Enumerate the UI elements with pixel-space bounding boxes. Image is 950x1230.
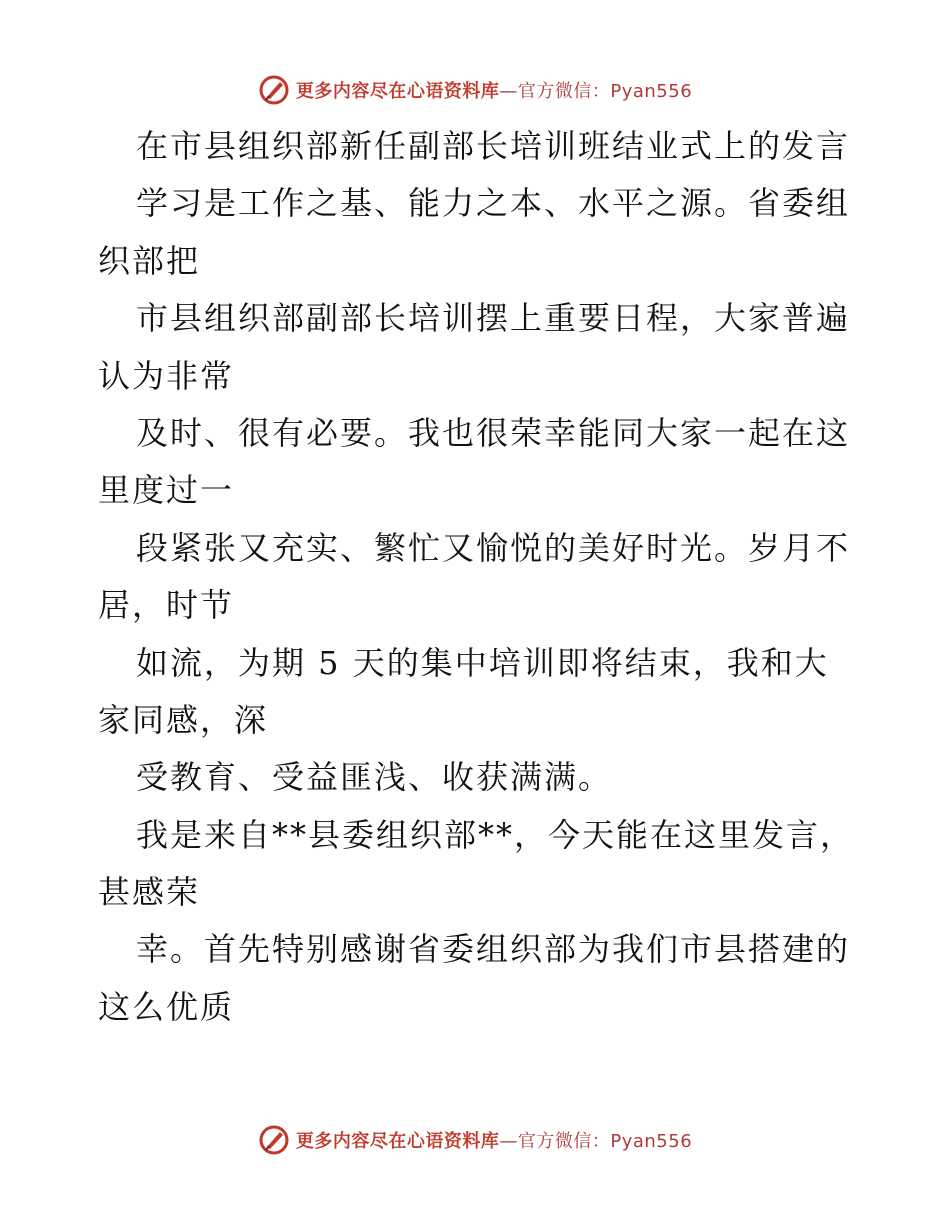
paragraph-line: 及时、很有必要。我也很荣幸能同大家一起在这	[136, 413, 851, 452]
paragraph-line: 居，时节	[98, 586, 235, 625]
footer-watermark-banner	[0, 1120, 950, 1160]
watermark-contact: 官方微信：Pyan556	[517, 81, 693, 102]
quill-logo-icon	[258, 1124, 290, 1156]
header-watermark-banner	[0, 70, 950, 110]
paragraph-line: 织部把	[98, 241, 201, 280]
paragraph-line: 受教育、受益匪浅、收获满满。	[136, 758, 613, 797]
watermark-dash: —	[499, 1131, 518, 1152]
paragraph-line: 认为非常	[98, 356, 235, 395]
paragraph-line: 这么优质	[98, 987, 235, 1026]
paragraph-line: 家同感，深	[98, 700, 269, 739]
document-title: 在市县组织部新任副部长培训班结业式上的发言	[136, 127, 851, 165]
document-body	[98, 118, 858, 1036]
paragraph-line: 里度过一	[98, 471, 235, 510]
paragraph-line: 段紧张又充实、繁忙又愉悦的美好时光。岁月不	[136, 528, 851, 567]
paragraph-line: 甚感荣	[98, 873, 201, 912]
paragraph-line: 学习是工作之基、能力之本、水平之源。省委组	[136, 184, 851, 223]
paragraph-line: 我是来自**县委组织部**，今天能在这里发言，	[136, 815, 855, 854]
paragraph-line: 市县组织部副部长培训摆上重要日程，大家普遍	[136, 299, 851, 338]
watermark-contact: 官方微信：Pyan556	[517, 1131, 693, 1152]
watermark-dash: —	[499, 81, 518, 102]
footer-watermark-text	[296, 1127, 692, 1153]
watermark-lead: 更多内容尽在心语资料库	[295, 81, 500, 102]
paragraph-line: 如流，为期 5 天的集中培训即将结束，我和大	[136, 643, 829, 682]
paragraph-line: 幸。首先特别感谢省委组织部为我们市县搭建的	[136, 930, 851, 969]
header-watermark-text	[296, 77, 692, 103]
quill-logo-icon	[258, 74, 290, 106]
watermark-lead: 更多内容尽在心语资料库	[295, 1131, 500, 1152]
